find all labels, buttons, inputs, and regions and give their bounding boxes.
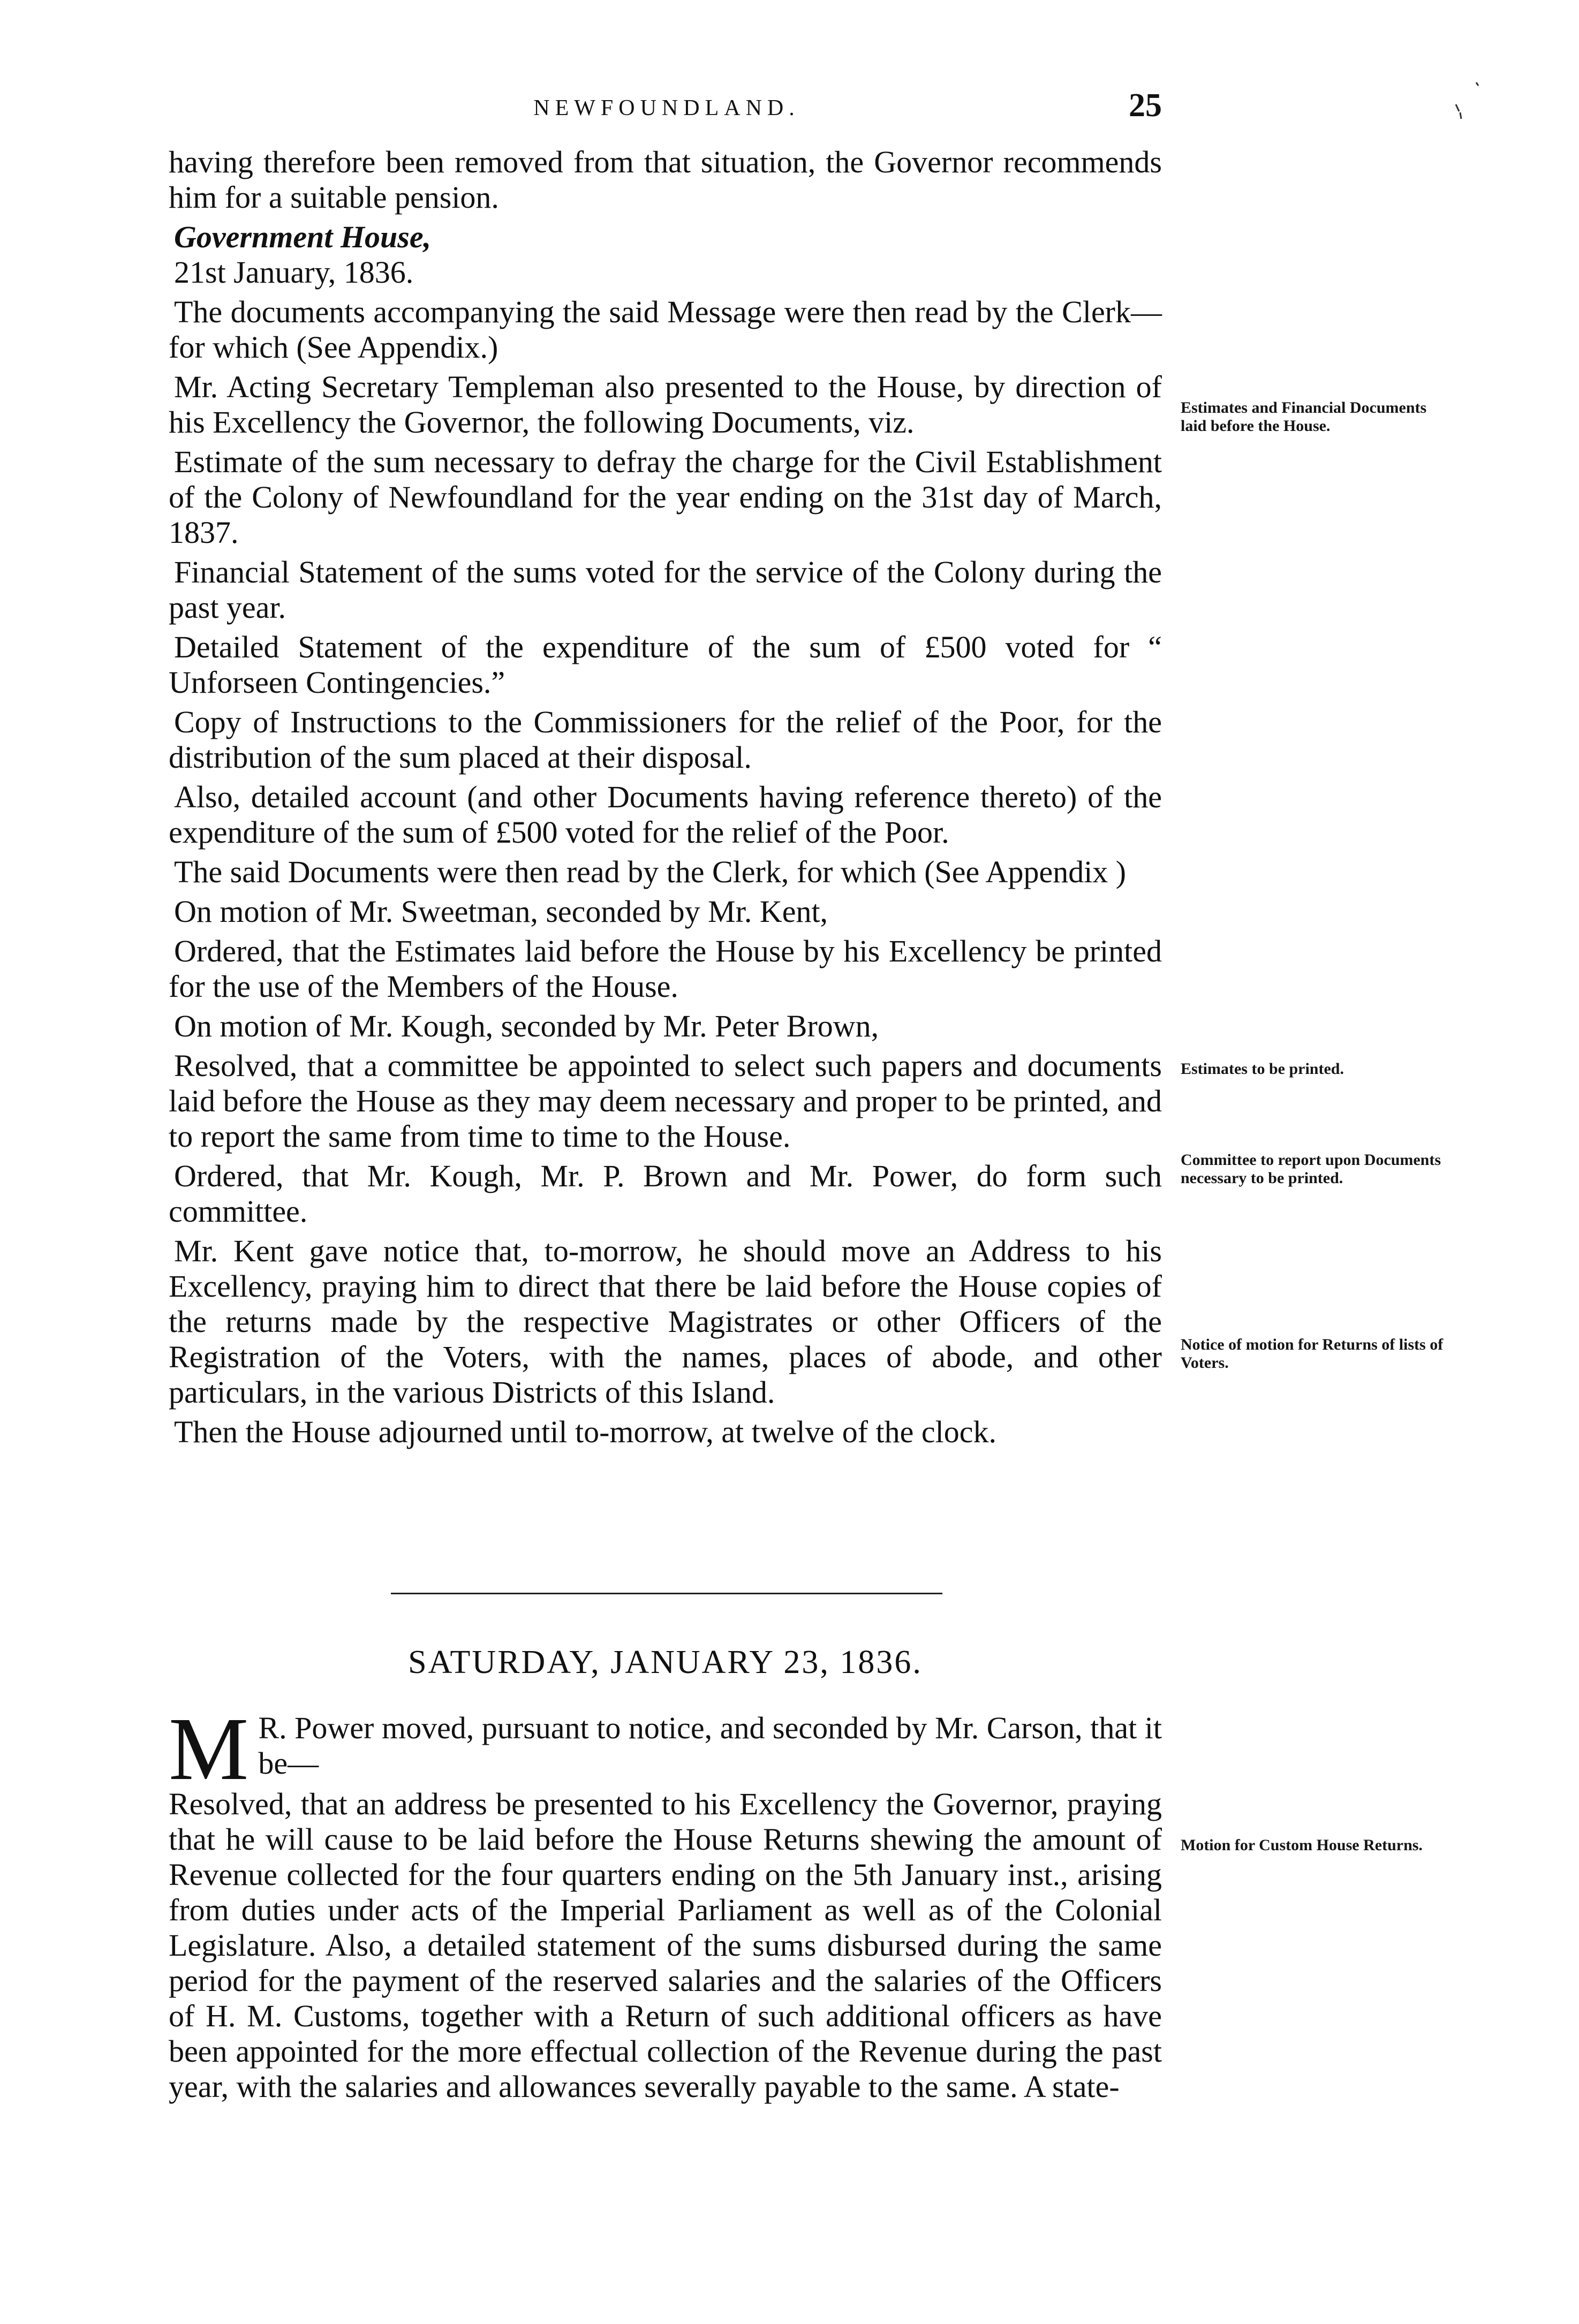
marginal-note-custom-house: Motion for Custom House Returns. [1181,1836,1423,1854]
paragraph-templeman: Mr. Acting Secretary Templeman also presented to the House, by direction of his Excellency the Governor, the following Documents, viz. [169,369,1162,440]
paragraph-1: having therefore been removed from that situation, the Governor recommends him for a suitable pension. [169,145,1162,215]
paragraph-detailed-statement: Detailed Statement of the expenditure of the sum of £500 voted for “ Unforseen Contingencies.” [169,630,1162,700]
paragraph-motion-kough: On motion of Mr. Kough, seconded by Mr. Peter Brown, [174,1009,879,1043]
marginal-note-voters: Notice of motion for Returns of lists of Voters. [1181,1336,1444,1372]
paragraph-ordered-estimates: Ordered, that the Estimates laid before the House by his Excellency be printed for the use of the Members of the House. [169,934,1162,1004]
marginal-note-estimates-laid: Estimates and Financial Documents laid before the House. [1181,399,1427,435]
paragraph-estimate: Estimate of the sum necessary to defray the charge for the Civil Establishment of the Colony of Newfoundland for the year ending on the 31st day of March, 1837. [169,444,1162,550]
paragraph-power-moved: R. Power moved, pursuant to notice, and seconded by Mr. Carson, that it be— [258,1710,1162,1781]
marginal-note-estimates-printed: Estimates to be printed. [1181,1060,1344,1078]
paragraph-kent-notice: Mr. Kent gave notice that, to-morrow, he should move an Address to his Excellency, praying him to direct that there be laid before the House copies of the returns made by the respective Magistrates or other Officers of the Registration of the Voters, with the names, places of abode, and other particulars, in the various Districts of this Island. [169,1233,1162,1410]
paragraph-adjourned: Then the House adjourned until to-morrow, at twelve of the clock. [174,1414,997,1449]
paragraph-detailed-account: Also, detailed account (and other Documents having reference thereto) of the expenditure of the sum of £500 voted for the relief of the Poor. [169,779,1162,850]
paragraph-resolved-committee: Resolved, that a committee be appointed to select such papers and documents laid before the House as they may deem necessary and proper to be printed, and to report the same from time to time to the House. [169,1048,1162,1154]
day-heading: SATURDAY, JANUARY 23, 1836. [408,1644,923,1680]
scan-speck-marks [1450,80,1483,123]
paragraph-documents-appendix: The said Documents were then read by the Clerk, for which (See Appendix ) [174,854,1127,889]
paragraph-ordered-committee: Ordered, that Mr. Kough, Mr. P. Brown and Mr. Power, do form such committee. [169,1159,1162,1229]
running-head: NEWFOUNDLAND. [533,96,800,120]
paragraph-financial-statement: Financial Statement of the sums voted for the service of the Colony during the past year. [169,555,1162,625]
paragraph-documents-read: The documents accompanying the said Message were then read by the Clerk—for which (See Appendix.) [169,294,1162,365]
marginal-note-committee: Committee to report upon Documents necessary to be printed. [1181,1151,1441,1187]
paragraph-resolved-address: Resolved, that an address be presented to his Excellency the Governor, praying that he will cause to be laid before the House Returns shewing the amount of Revenue collected for the four quarters ending on the 5th January inst., arising from duties under acts of the Imperial Parliament as well as of the Colonial Legislature. Also, a detailed statement of the sums disbursed during the same period for the payment of the reserved salaries and the salaries of the Officers of H. M. Customs, together with a Return of such additional officers as have been appointed for the more effectual collection of the Revenue during the past year, with the salaries and allowances severally payable to the same. A state- [169,1786,1162,2104]
section-divider [391,1593,942,1594]
saturday-section [169,1699,1162,2109]
paragraph-motion-sweetman: On motion of Mr. Sweetman, seconded by Mr. Kent, [174,894,828,929]
paragraph-instructions: Copy of Instructions to the Commissioners for the relief of the Poor, for the distribution of the sum placed at their disposal. [169,705,1162,775]
page-number: 25 [1129,87,1162,124]
page-header [171,87,1162,138]
main-text-column [169,145,1162,1454]
drop-cap: M [169,1699,249,1799]
signature-place: Government House, [174,219,432,254]
signature-date: 21st January, 1836. [174,255,414,290]
